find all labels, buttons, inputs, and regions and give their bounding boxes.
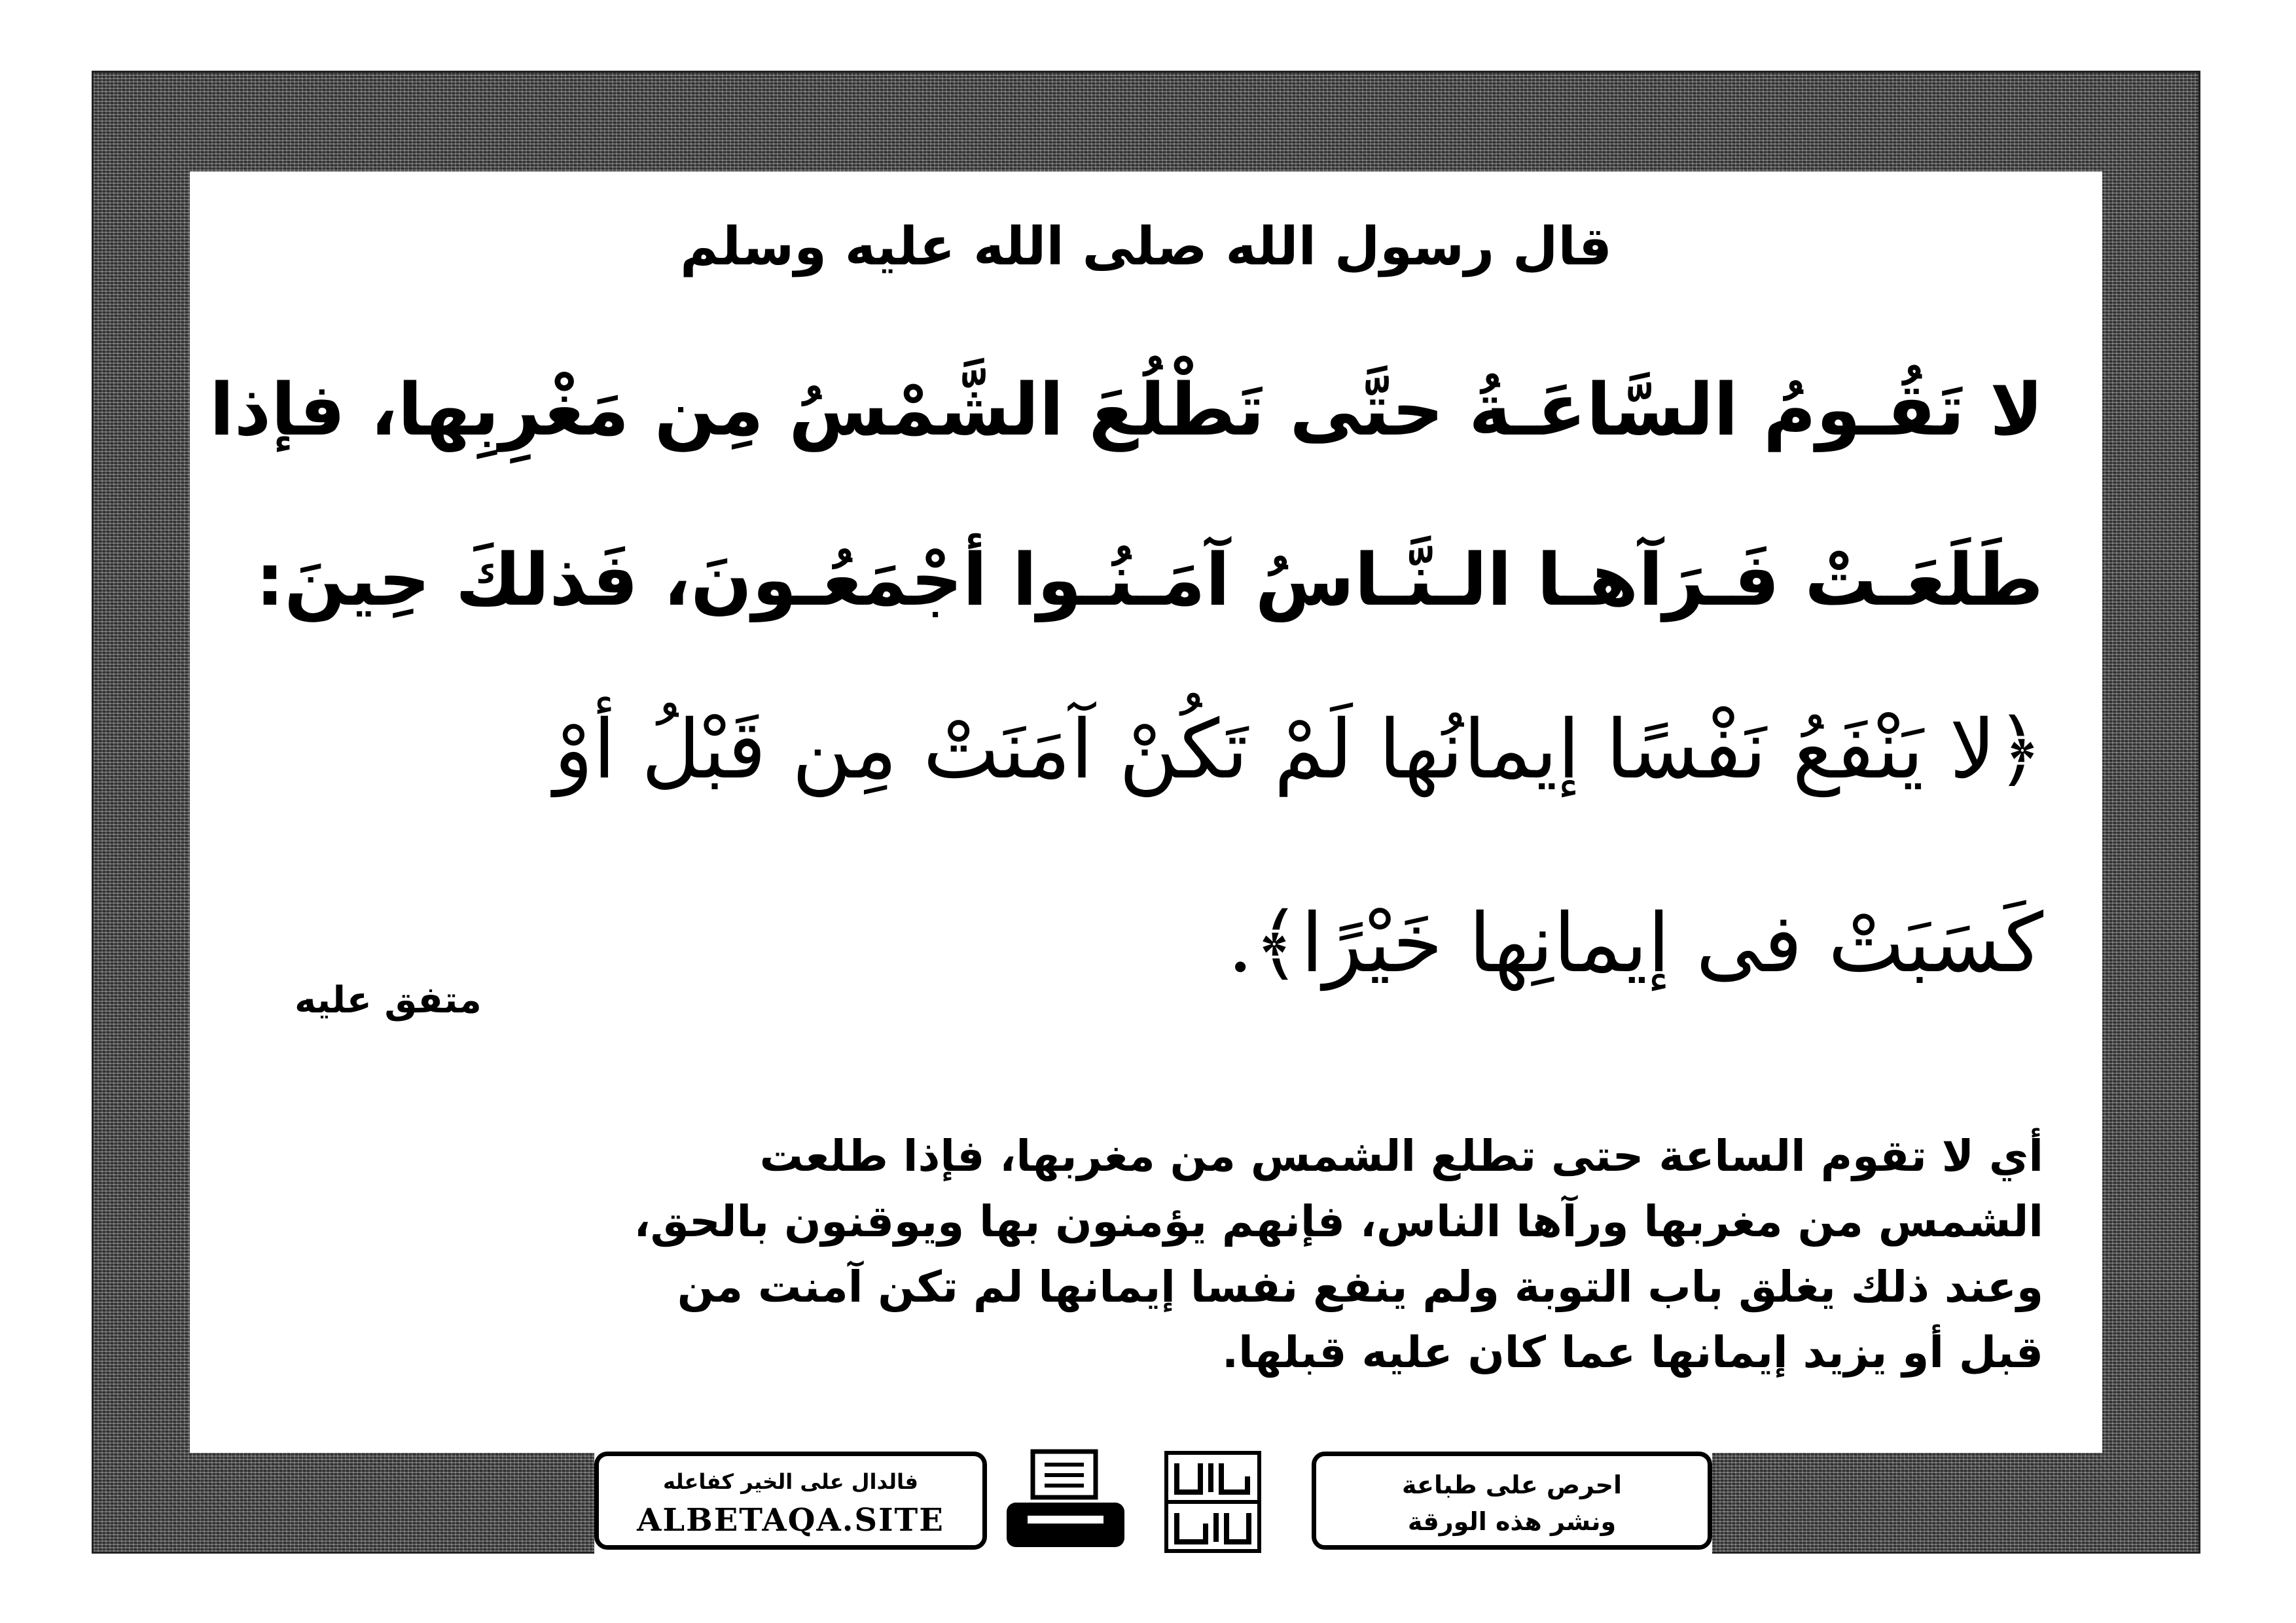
site-box xyxy=(594,1452,987,1550)
hadith-line-1: لا تَقُـومُ السَّاعَـةُ حتَّى تَطْلُعَ الشَّمْسُ مِن مَغْرِبِها، فإذا xyxy=(209,368,2043,452)
print-reminder-line-1: احرص على طباعة xyxy=(1401,1471,1623,1499)
explanation-line-2: الشمس من مغربها ورآها الناس، فإنهم يؤمنون بها ويوقنون بالحق، xyxy=(634,1196,2043,1247)
site-url: ALBETAQA.SITE xyxy=(637,1502,944,1539)
quran-verse-line-2: كَسَبَتْ فى إيمانِها خَيْرًا﴾. xyxy=(1227,897,2043,991)
explanation-line-3: وعند ذلك يغلق باب التوبة ولم ينفع نفسا إيمانها لم تكن آمنت من xyxy=(677,1262,2043,1312)
intro-line: قال رسول الله صلى الله عليه وسلم xyxy=(680,216,1612,277)
logo-text-top xyxy=(1164,1459,1262,1460)
footer-bar xyxy=(594,1446,1712,1558)
printer-icon xyxy=(1000,1448,1131,1552)
logo-text-bottom xyxy=(1164,1513,1262,1514)
logo-text-group xyxy=(1164,1450,1262,1554)
explanation-line-4: قبل أو يزيد إيمانها عما كان عليه قبلها. xyxy=(1222,1327,2043,1378)
hadith-attribution: متفق عليه xyxy=(295,979,482,1022)
quran-verse-line-1: ﴿لا يَنْفَعُ نَفْسًا إيمانُها لَمْ تَكُنْ آمَنَتْ مِن قَبْلُ أوْ xyxy=(554,703,2043,797)
explanation-line-1: أي لا تقوم الساعة حتى تطلع الشمس من مغربها، فإذا طلعت xyxy=(759,1131,2043,1181)
content-panel xyxy=(190,171,2102,1453)
print-reminder-box xyxy=(1312,1452,1712,1550)
footer-proverb: فالدال على الخير كفاعله xyxy=(663,1469,918,1494)
print-reminder-line-2: ونشر هذه الورقة xyxy=(1407,1507,1617,1536)
hadith-line-2: طَلَعَـتْ فَـرَآهـا الـنَّـاسُ آمَـنُـوا أجْمَعُـونَ، فَذلكَ حِينَ: xyxy=(255,538,2043,622)
